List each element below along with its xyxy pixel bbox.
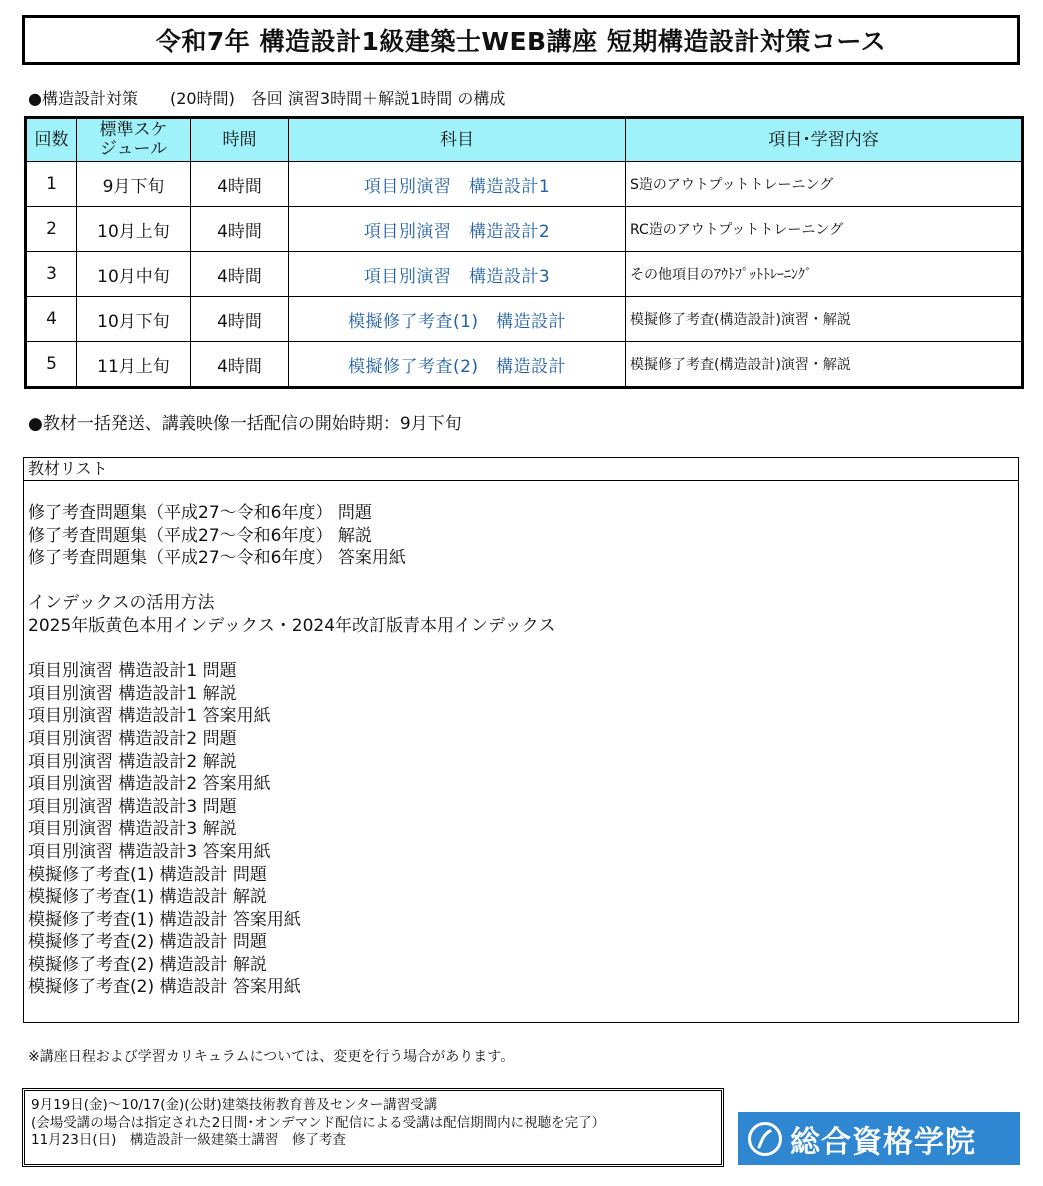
- release-note: ●教材一括発送、講義映像一括配信の開始時期：9月下旬: [28, 414, 462, 434]
- list-item: 修了考査問題集（平成27～令和6年度） 答案用紙: [28, 548, 406, 569]
- list-item: 項目別演習 構造設計1 問題: [28, 661, 237, 682]
- table-row: [26, 162, 1023, 207]
- list-item: 項目別演習 構造設計1 答案用紙: [28, 706, 271, 727]
- logo-mark-icon: [748, 1122, 782, 1156]
- cell-content: 模擬修了考査(構造設計)演習・解説: [626, 342, 1023, 388]
- cell-subject: 項目別演習 構造設計3: [289, 252, 626, 297]
- cell-subject: 模擬修了考査(2) 構造設計: [289, 342, 626, 388]
- info-line: 11月23日(日) 構造設計一級建築士講習 修了考査: [31, 1132, 346, 1148]
- header-count: 回数: [26, 118, 77, 162]
- materials-header: 教材リスト: [24, 458, 1018, 481]
- list-item: インデックスの活用方法: [28, 593, 215, 614]
- table-row: [26, 342, 1023, 388]
- cell-hours: 4時間: [191, 252, 289, 297]
- list-item: 模擬修了考査(2) 構造設計 問題: [28, 932, 267, 953]
- list-item: 模擬修了考査(2) 構造設計 答案用紙: [28, 977, 301, 998]
- cell-schedule: 10月中旬: [77, 252, 191, 297]
- cell-no: 3: [26, 252, 77, 297]
- schedule-table: [24, 116, 1024, 389]
- logo-slash-icon: [754, 1128, 776, 1150]
- list-item: 項目別演習 構造設計2 答案用紙: [28, 774, 271, 795]
- table-header-row: [26, 118, 1023, 162]
- cell-schedule: 10月上旬: [77, 207, 191, 252]
- list-item: 項目別演習 構造設計3 答案用紙: [28, 841, 271, 862]
- materials-body: [24, 481, 1018, 999]
- cell-hours: 4時間: [191, 207, 289, 252]
- list-item: 模擬修了考査(1) 構造設計 問題: [28, 864, 267, 885]
- cell-content: S造のアウトプットトレーニング: [626, 162, 1023, 207]
- cell-subject: 模擬修了考査(1) 構造設計: [289, 297, 626, 342]
- schedule-info-box: [22, 1088, 724, 1167]
- cell-subject: 項目別演習 構造設計1: [289, 162, 626, 207]
- list-item: 修了考査問題集（平成27～令和6年度） 解説: [28, 525, 372, 546]
- header-content: 項目･学習内容: [626, 118, 1023, 162]
- list-item: 模擬修了考査(1) 構造設計 答案用紙: [28, 909, 301, 930]
- cell-content: RC造のアウトプットトレーニング: [626, 207, 1023, 252]
- section-heading: ●構造設計対策 (20時間) 各回 演習3時間＋解説1時間 の構成: [28, 89, 506, 108]
- logo-text: 総合資格学院: [790, 1124, 976, 1160]
- cell-content: その他項目のｱｳﾄﾌﾟｯﾄﾄﾚｰﾆﾝｸﾞ: [626, 252, 1023, 297]
- cell-no: 4: [26, 297, 77, 342]
- list-item: 模擬修了考査(2) 構造設計 解説: [28, 954, 267, 975]
- cell-hours: 4時間: [191, 297, 289, 342]
- materials-list: [23, 457, 1019, 1023]
- list-item: 模擬修了考査(1) 構造設計 解説: [28, 887, 267, 908]
- page-title: 令和7年 構造設計1級建築士WEB講座 短期構造設計対策コース: [22, 15, 1020, 65]
- list-item: 項目別演習 構造設計2 問題: [28, 728, 237, 749]
- cell-hours: 4時間: [191, 342, 289, 388]
- table-row: [26, 207, 1023, 252]
- header-schedule-line2: ジュール: [99, 139, 168, 159]
- table-row: [26, 252, 1023, 297]
- cell-schedule: 9月下旬: [77, 162, 191, 207]
- info-line: 9月19日(金)～10/17(金)(公財)建築技術教育普及センター講習受講: [31, 1097, 438, 1113]
- cell-content: 模擬修了考査(構造設計)演習・解説: [626, 297, 1023, 342]
- table-row: [26, 297, 1023, 342]
- info-line: (会場受講の場合は指定された2日間･オンデマンド配信による受講は配信期間内に視聴を完了）: [31, 1114, 606, 1131]
- cell-schedule: 10月下旬: [77, 297, 191, 342]
- header-schedule: [77, 118, 191, 162]
- header-schedule-line1: 標準スケ: [99, 120, 168, 140]
- change-note: ※講座日程および学習カリキュラムについては、変更を行う場合があります。: [28, 1049, 515, 1065]
- cell-no: 1: [26, 162, 77, 207]
- cell-no: 2: [26, 207, 77, 252]
- list-item: 項目別演習 構造設計2 解説: [28, 751, 237, 772]
- cell-no: 5: [26, 342, 77, 388]
- header-hours: 時間: [191, 118, 289, 162]
- header-subject: 科目: [289, 118, 626, 162]
- list-item: 2025年版黄色本用インデックス・2024年改訂版青本用インデックス: [28, 615, 556, 636]
- list-item: 修了考査問題集（平成27～令和6年度） 問題: [28, 503, 372, 523]
- school-logo: [738, 1112, 1020, 1165]
- list-item: 項目別演習 構造設計3 問題: [28, 796, 237, 817]
- cell-schedule: 11月上旬: [77, 342, 191, 388]
- list-item: 項目別演習 構造設計3 解説: [28, 819, 237, 840]
- cell-hours: 4時間: [191, 162, 289, 207]
- cell-subject: 項目別演習 構造設計2: [289, 207, 626, 252]
- list-item: 項目別演習 構造設計1 解説: [28, 683, 237, 704]
